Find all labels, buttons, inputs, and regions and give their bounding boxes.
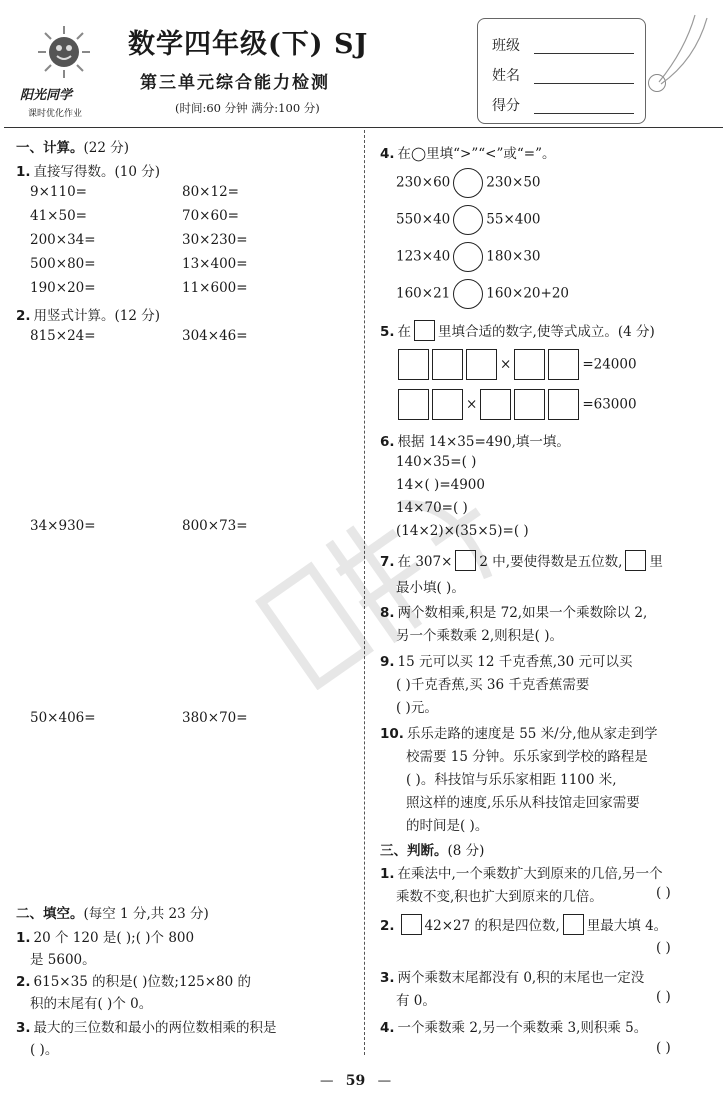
question-6	[380, 430, 570, 450]
question-text: 根据 14×35=490,填一填。	[397, 434, 570, 450]
judge-1	[380, 862, 663, 882]
fill-question-2	[16, 970, 251, 990]
question-number: 3.	[16, 1020, 31, 1036]
judge-2	[380, 914, 667, 935]
question-text: 里最大填 4。	[586, 918, 668, 934]
question-2	[16, 304, 160, 324]
question-text: 用竖式计算。(12 分)	[33, 308, 161, 324]
question-number: 1.	[16, 930, 31, 946]
digit-box[interactable]	[548, 389, 579, 420]
vertical-calc-item: 380×70=	[182, 710, 248, 726]
page-number: 59	[345, 1073, 366, 1089]
equation-result: =24000	[582, 356, 637, 373]
fill-question-3	[16, 1016, 277, 1036]
oral-item: 13×400=	[182, 256, 248, 272]
oral-item: 70×60=	[182, 208, 239, 224]
question-text: 在 307×	[397, 554, 453, 570]
question-number: 2.	[16, 974, 31, 990]
section-1-title: 一、计算。	[16, 140, 84, 156]
equation-result: =63000	[582, 396, 637, 413]
question-10-cont: ( )。科技馆与乐乐家相距 1100 米,	[406, 772, 617, 788]
question-number: 4.	[380, 146, 395, 162]
question-text: 里	[649, 554, 663, 570]
question-1	[16, 160, 160, 180]
compare-left: 123×40	[396, 248, 451, 265]
answer-box[interactable]	[563, 914, 584, 935]
section-1-points: (22 分)	[83, 140, 130, 156]
section-2-points: (每空 1 分,共 23 分)	[83, 906, 209, 922]
fill-question-1-cont: 是 5600。	[30, 952, 96, 968]
digit-equation-1	[398, 349, 637, 380]
section-3-title: 三、判断。	[380, 843, 448, 859]
question-10	[380, 722, 658, 742]
name-label: 姓名	[492, 68, 520, 84]
question-number: 2.	[380, 918, 395, 934]
answer-box[interactable]	[455, 550, 476, 571]
compare-circle[interactable]	[453, 168, 483, 198]
question-8-cont: 另一个乘数乘 2,则积是( )。	[396, 628, 563, 644]
section-3-heading	[380, 839, 484, 859]
oral-item: 9×110=	[30, 184, 87, 200]
oral-item: 500×80=	[30, 256, 96, 272]
name-field[interactable]	[534, 83, 634, 84]
question-number: 4.	[380, 1020, 395, 1036]
question-text: 在乘法中,一个乘数扩大到原来的几倍,另一个	[397, 866, 663, 882]
score-field[interactable]	[534, 113, 634, 114]
footer-dash-right: —	[377, 1073, 392, 1089]
answer-box[interactable]	[401, 914, 422, 935]
page-footer	[320, 1073, 391, 1089]
question-text: 乐乐走路的速度是 55 米/分,他从家走到学	[406, 726, 658, 742]
fill-question-2-cont: 积的末尾有( )个 0。	[30, 996, 153, 1012]
judge-1-paren[interactable]: ( )	[656, 885, 671, 901]
question-text: 在	[397, 324, 412, 340]
question-text: 直接写得数。(10 分)	[33, 164, 161, 180]
question-number: 9.	[380, 654, 395, 670]
q6-line: 14×70=( )	[396, 500, 468, 516]
vertical-calc-item: 304×46=	[182, 328, 248, 344]
compare-right: 230×50	[486, 174, 541, 191]
digit-equation-2	[398, 389, 637, 420]
digit-box[interactable]	[466, 349, 497, 380]
judge-3-paren[interactable]: ( )	[656, 989, 671, 1005]
digit-box[interactable]	[398, 389, 429, 420]
compare-circle[interactable]	[453, 279, 483, 309]
oral-item: 41×50=	[30, 208, 87, 224]
question-4	[380, 142, 555, 162]
compare-row	[396, 168, 541, 198]
q6-line: (14×2)×(35×5)=( )	[396, 523, 529, 539]
judge-3-cont: 有 0。	[396, 993, 436, 1009]
compare-left: 160×21	[396, 285, 451, 302]
question-9-cont: ( )千克香蕉,买 36 千克香蕉需要	[396, 677, 590, 693]
judge-4	[380, 1016, 647, 1036]
judge-4-paren[interactable]: ( )	[656, 1040, 671, 1056]
fill-question-1	[16, 926, 194, 946]
question-text: 在◯里填“>”“<”或“=”。	[397, 146, 556, 162]
digit-box[interactable]	[432, 389, 463, 420]
digit-box[interactable]	[548, 349, 579, 380]
question-10-cont: 校需要 15 分钟。乐乐家到学校的路程是	[406, 749, 648, 765]
compare-left: 550×40	[396, 211, 451, 228]
question-text: 2 中,要使得数是五位数,	[479, 554, 623, 570]
judge-2-paren[interactable]: ( )	[656, 940, 671, 956]
oral-item: 190×20=	[30, 280, 96, 296]
digit-box[interactable]	[398, 349, 429, 380]
judge-1-cont: 乘数不变,积也扩大到原来的几倍。	[396, 889, 603, 905]
section-1-heading	[16, 136, 129, 156]
question-number: 6.	[380, 434, 395, 450]
times-sign: ×	[466, 396, 478, 413]
question-text: 两个数相乘,积是 72,如果一个乘数除以 2,	[397, 605, 648, 621]
oral-item: 80×12=	[182, 184, 239, 200]
digit-box[interactable]	[480, 389, 511, 420]
compare-right: 180×30	[486, 248, 541, 265]
question-8	[380, 601, 647, 621]
question-10-cont: 照这样的速度,乐乐从科技馆走回家需要	[406, 795, 640, 811]
class-label: 班级	[492, 38, 520, 54]
answer-box	[414, 320, 435, 341]
question-text: 42×27 的积是四位数,	[424, 918, 560, 934]
fill-question-3-cont: ( )。	[30, 1042, 59, 1058]
question-9	[380, 650, 633, 670]
page-title: 数学四年级(下) SJ	[128, 29, 369, 60]
question-9-cont: ( )元。	[396, 700, 438, 716]
logo	[14, 24, 114, 124]
logo-subtext: 课时优化作业	[28, 109, 83, 119]
question-number: 10.	[380, 726, 404, 742]
header-divider	[4, 127, 723, 128]
section-2-title: 二、填空。	[16, 906, 84, 922]
answer-box[interactable]	[625, 550, 646, 571]
vertical-calc-item: 800×73=	[182, 518, 248, 534]
digit-box[interactable]	[514, 349, 545, 380]
question-number: 8.	[380, 605, 395, 621]
question-5	[380, 320, 655, 341]
question-text: 15 元可以买 12 千克香蕉,30 元可以买	[397, 654, 633, 670]
vertical-calc-item: 34×930=	[30, 518, 96, 534]
q6-line: 14×( )=4900	[396, 477, 485, 493]
time-info: (时间:60 分钟 满分:100 分)	[175, 101, 320, 115]
compare-row	[396, 242, 541, 272]
question-10-cont: 的时间是( )。	[406, 818, 489, 834]
oral-item: 11×600=	[182, 280, 248, 296]
question-number: 5.	[380, 324, 395, 340]
digit-box[interactable]	[432, 349, 463, 380]
column-divider	[364, 130, 365, 1055]
question-number: 2.	[16, 308, 31, 324]
q6-line: 140×35=( )	[396, 454, 477, 470]
question-number: 1.	[16, 164, 31, 180]
logo-text: 阳光同学	[20, 88, 73, 103]
tag-string-icon	[655, 10, 715, 100]
page-subtitle: 第三单元综合能力检测	[140, 73, 330, 93]
question-text: 615×35 的积是( )位数;125×80 的	[33, 974, 252, 990]
question-text: 一个乘数乘 2,另一个乘数乘 3,则积乘 5。	[397, 1020, 648, 1036]
question-text: 最大的三位数和最小的两位数相乘的积是	[33, 1020, 277, 1036]
question-7	[380, 550, 663, 571]
vertical-calc-item: 815×24=	[30, 328, 96, 344]
sun-logo-icon	[36, 24, 92, 80]
compare-row	[396, 279, 569, 309]
question-7-cont: 最小填( )。	[396, 580, 465, 596]
question-text: 两个乘数末尾都没有 0,积的末尾也一定没	[397, 970, 645, 986]
question-number: 1.	[380, 866, 395, 882]
judge-3	[380, 966, 644, 986]
section-3-points: (8 分)	[447, 843, 485, 859]
compare-left: 230×60	[396, 174, 451, 191]
question-number: 3.	[380, 970, 395, 986]
section-2-heading	[16, 902, 209, 922]
compare-right: 160×20+20	[486, 285, 570, 302]
class-field[interactable]	[534, 53, 634, 54]
student-info-tag	[477, 18, 646, 124]
question-text: 里填合适的数字,使等式成立。(4 分)	[438, 324, 655, 340]
score-label: 得分	[492, 98, 520, 114]
footer-dash-left: —	[320, 1073, 334, 1089]
oral-item: 30×230=	[182, 232, 248, 248]
vertical-calc-item: 50×406=	[30, 710, 96, 726]
compare-circle[interactable]	[453, 205, 483, 235]
compare-row	[396, 205, 541, 235]
oral-item: 200×34=	[30, 232, 96, 248]
times-sign: ×	[500, 356, 512, 373]
compare-right: 55×400	[486, 211, 541, 228]
digit-box[interactable]	[514, 389, 545, 420]
compare-circle[interactable]	[453, 242, 483, 272]
question-text: 20 个 120 是( );( )个 800	[33, 930, 195, 946]
question-number: 7.	[380, 554, 395, 570]
